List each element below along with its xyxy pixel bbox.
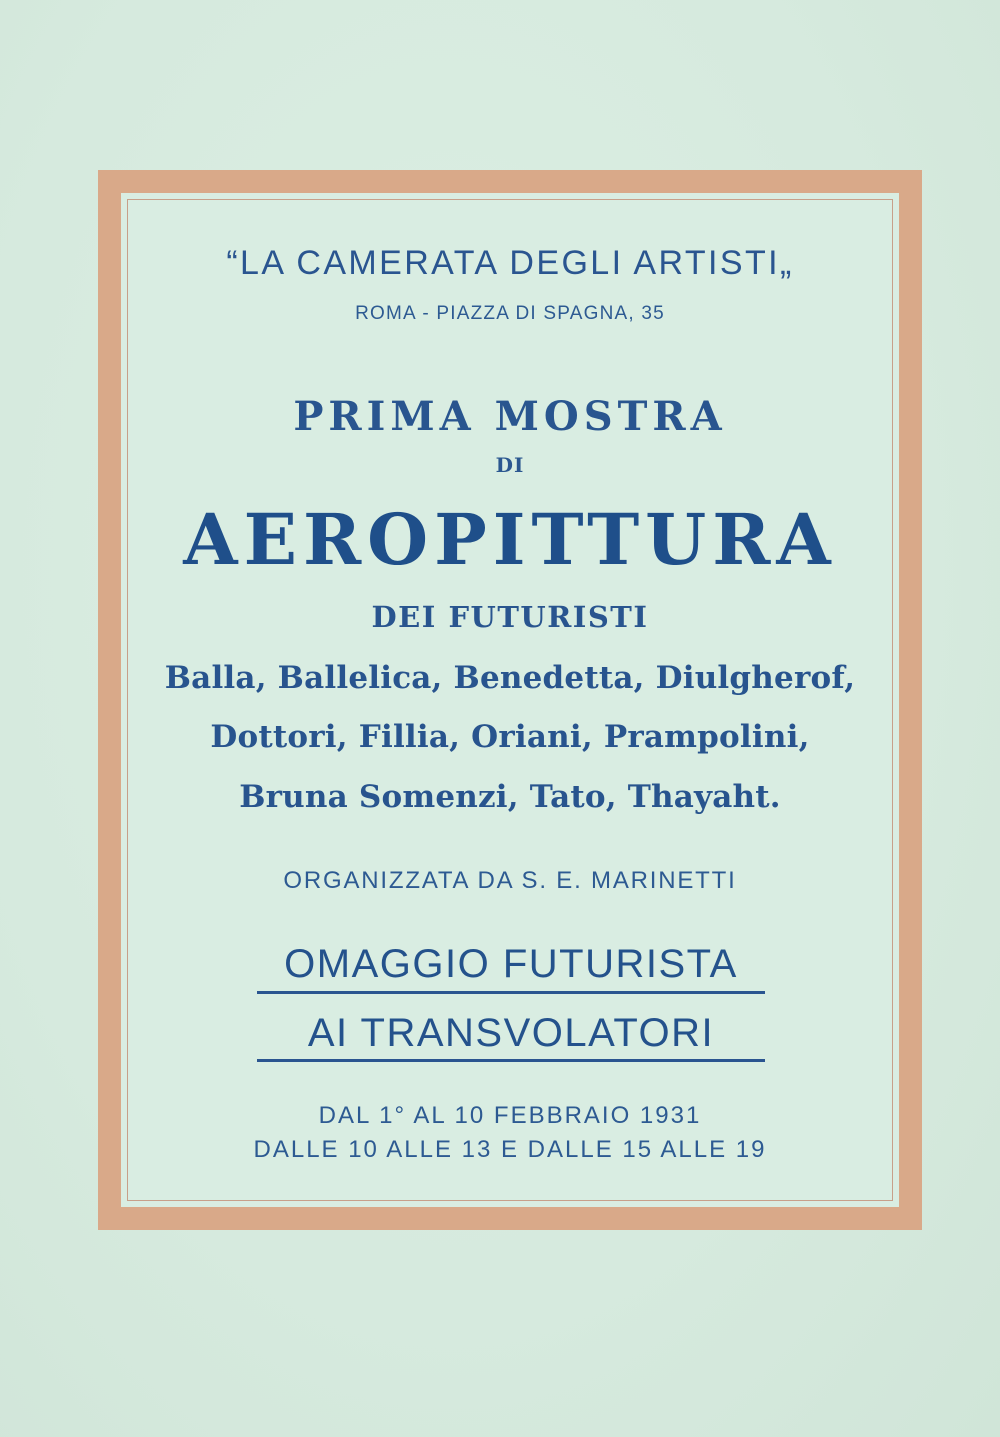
hours-line: DALLE 10 ALLE 13 E DALLE 15 ALLE 19: [253, 1136, 767, 1163]
artists-line-2: Dottori, Fillia, Oriani, Prampolini,: [210, 719, 810, 755]
dedication-line-1: OMAGGIO FUTURISTA: [284, 942, 738, 986]
title-aeropittura: AEROPITTURA: [183, 498, 837, 581]
title-di: DI: [495, 453, 525, 477]
title-dei-futuristi: DEI FUTURISTI: [371, 600, 649, 634]
dates-line: DAL 1° AL 10 FEBBRAIO 1931: [318, 1102, 702, 1129]
dedication-line-2: AI TRANSVOLATORI: [307, 1011, 715, 1055]
dedication-underline-1: [257, 991, 765, 994]
artists-line-3: Bruna Somenzi, Tato, Thayaht.: [239, 779, 781, 815]
organization-address: ROMA - PIAZZA DI SPAGNA, 35: [355, 303, 665, 324]
organization-name: “LA CAMERATA DEGLI ARTISTI„: [226, 244, 794, 282]
dedication-underline-2: [257, 1059, 765, 1062]
decorative-frame: [98, 170, 922, 1230]
organizer-line: ORGANIZZATA DA S. E. MARINETTI: [283, 867, 737, 894]
title-prima-mostra: PRIMA MOSTRA: [293, 393, 727, 440]
artists-line-1: Balla, Ballelica, Benedetta, Diulgherof,: [164, 660, 856, 696]
